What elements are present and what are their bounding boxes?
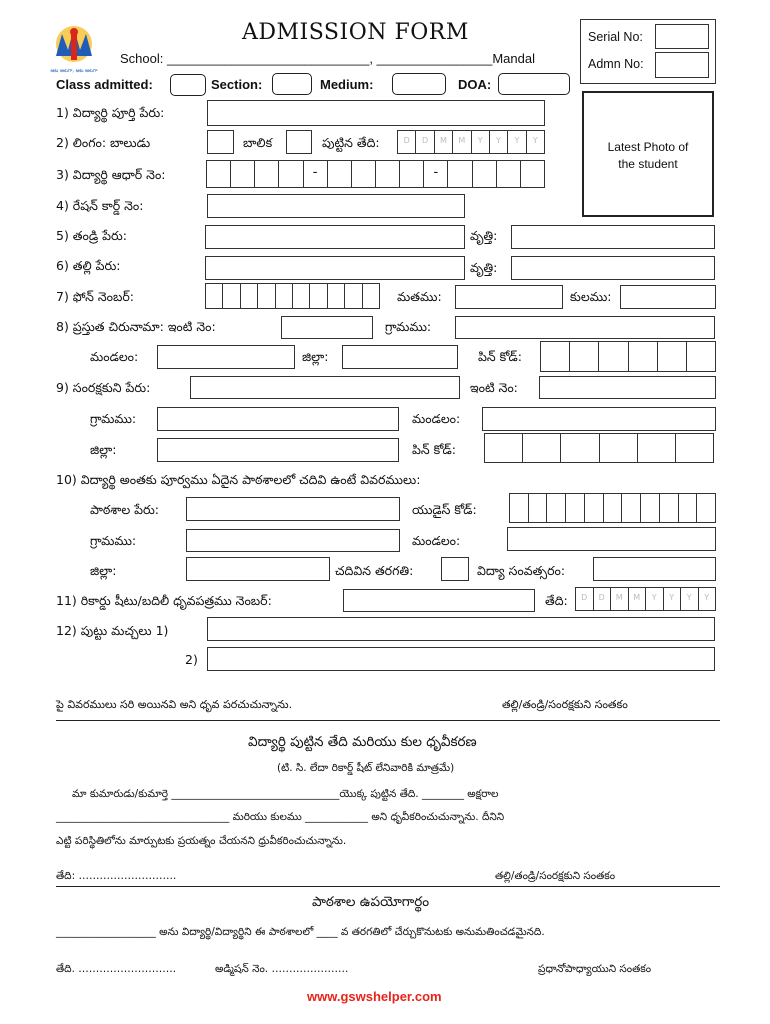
academic-year-label: విద్యా సంవత్సరం: xyxy=(477,563,566,578)
certificate-signature: తల్లి/తండ్రి/సంరక్షకుని సంతకం xyxy=(495,870,616,882)
date-cell[interactable]: D xyxy=(594,588,612,610)
address-pincode-field[interactable] xyxy=(540,341,716,372)
guardian-name-label: 9) సంరక్షకుని పేరు: xyxy=(56,380,151,395)
digit-cell[interactable] xyxy=(676,434,713,462)
digit-cell[interactable] xyxy=(570,342,599,371)
guardian-village-label: గ్రామము: xyxy=(90,411,137,426)
digit-cell[interactable] xyxy=(561,434,599,462)
address-label: 8) ప్రస్తుత చిరునామా: ఇంటి నెం: xyxy=(56,319,216,334)
digit-cell[interactable] xyxy=(258,284,275,308)
identification-mark-2-field[interactable] xyxy=(207,647,715,671)
digit-cell[interactable] xyxy=(641,494,660,522)
father-name-field[interactable] xyxy=(205,225,465,249)
mother-occupation-label: వృత్తి: xyxy=(470,260,498,275)
digit-cell[interactable] xyxy=(345,284,362,308)
udise-label: యుడైస్ కోడ్: xyxy=(412,502,477,517)
address-pincode-label: పిన్ కోడ్: xyxy=(478,349,522,364)
digit-cell[interactable] xyxy=(585,494,604,522)
date-cell[interactable]: Y xyxy=(646,588,664,610)
digit-cell[interactable] xyxy=(473,161,497,187)
doa-field[interactable] xyxy=(498,73,570,95)
digit-cell[interactable] xyxy=(604,494,623,522)
ration-card-field[interactable] xyxy=(207,194,465,218)
digit-cell[interactable]: - xyxy=(304,161,328,187)
udise-field[interactable] xyxy=(509,493,716,523)
certificate-subheading: (టి. సి. లేదా రికార్డ్ షీట్ లేనివారికి మాత్రమే) xyxy=(277,762,455,774)
admn-no-field[interactable] xyxy=(655,52,709,78)
date-cell[interactable]: Y xyxy=(532,136,538,145)
certificate-line-2[interactable]: _________________________________ మరియు కులము ____________ అని ధృవీకరించుచున్నాను. దీనిని xyxy=(56,811,505,823)
tc-date-field[interactable] xyxy=(575,587,716,611)
digit-cell[interactable] xyxy=(231,161,255,187)
date-cell[interactable]: Y xyxy=(681,588,699,610)
guardian-house-no-field[interactable] xyxy=(539,376,716,399)
gender-label: 2) లింగం: బాలుడు xyxy=(56,135,151,150)
section-field[interactable] xyxy=(272,73,312,95)
guardian-village-field[interactable] xyxy=(157,407,399,431)
address-district-label: జిల్లా: xyxy=(302,349,329,364)
guardian-name-field[interactable] xyxy=(190,376,460,399)
father-occupation-field[interactable] xyxy=(511,225,715,249)
previous-mandal-field[interactable] xyxy=(507,527,716,551)
serial-no-label: Serial No: xyxy=(588,30,643,44)
tc-date-label: తేది: xyxy=(545,593,568,608)
digit-cell[interactable] xyxy=(310,284,327,308)
class-studied-field[interactable] xyxy=(441,557,469,581)
office-permission-line[interactable]: ___________________ అను విద్యార్థి/విద్యార్థిని ఈ పాఠశాలలో ____ వ తరగతిలో చేర్చుకొనుటకు అనుమతించడమైనది. xyxy=(56,926,545,938)
digit-cell[interactable] xyxy=(241,284,258,308)
date-cell[interactable]: M xyxy=(611,588,629,610)
class-admitted-label: Class admitted: xyxy=(56,77,153,92)
address-village-label: గ్రామము: xyxy=(385,319,432,334)
digit-cell[interactable] xyxy=(660,494,679,522)
office-use-heading: పాఠశాల ఉపయోగార్థం xyxy=(312,894,430,910)
address-house-no-field[interactable] xyxy=(281,316,373,339)
medium-field[interactable] xyxy=(392,73,446,95)
phone-label: 7) ఫోన్ నెంబర్: xyxy=(56,289,134,304)
student-photo-box[interactable] xyxy=(582,91,714,217)
digit-cell[interactable] xyxy=(255,161,279,187)
digit-cell[interactable] xyxy=(523,434,561,462)
date-cell[interactable]: D xyxy=(398,131,416,153)
student-name-field[interactable] xyxy=(207,100,545,126)
form-title: ADMISSION FORM xyxy=(242,20,469,45)
digit-cell[interactable] xyxy=(629,342,658,371)
aadhaar-field[interactable] xyxy=(206,160,545,188)
date-cell[interactable]: Y xyxy=(472,131,490,153)
date-cell[interactable]: D xyxy=(416,131,434,153)
religion-label: మతము: xyxy=(397,289,442,304)
class-studied-label: చదివిన తరగతి: xyxy=(335,563,414,578)
date-cell[interactable]: M xyxy=(453,131,471,153)
caste-label: కులము: xyxy=(570,289,612,304)
guardian-house-no-label: ఇంటి నెం: xyxy=(470,380,518,395)
previous-school-heading: 10) విద్యార్థి అంతకు పూర్వము ఏదైన పాఠశాలలో చదివి ఉంటే వివరములు: xyxy=(56,472,421,487)
digit-cell[interactable] xyxy=(485,434,523,462)
digit-cell[interactable] xyxy=(510,494,529,522)
tc-number-field[interactable] xyxy=(343,589,535,612)
digit-cell[interactable] xyxy=(547,494,566,522)
dob-label: పుట్టిన తేది: xyxy=(322,135,380,150)
digit-cell[interactable] xyxy=(658,342,687,371)
digit-cell[interactable] xyxy=(599,342,628,371)
digit-cell[interactable] xyxy=(679,494,698,522)
digit-cell[interactable] xyxy=(279,161,303,187)
photo-label: Latest Photo of the student xyxy=(607,140,689,171)
declaration-text: పై వివరములు సరి అయినవి అని ధృవ పరచుచున్నాను. xyxy=(56,698,293,711)
logo-caption: ఆట ఆటగా, ఆట ఆటగా xyxy=(50,68,98,74)
digit-cell[interactable] xyxy=(293,284,310,308)
admn-no-label: Admn No: xyxy=(588,57,644,71)
guardian-pincode-label: పిన్ కోడ్: xyxy=(412,442,456,457)
digit-cell[interactable] xyxy=(497,161,521,187)
digit-cell[interactable] xyxy=(600,434,638,462)
previous-school-name-field[interactable] xyxy=(186,497,400,521)
phone-field[interactable] xyxy=(205,283,380,309)
previous-mandal-label: మండలం: xyxy=(412,533,461,548)
religion-field[interactable] xyxy=(455,285,563,309)
dob-field[interactable] xyxy=(397,130,545,154)
school-logo xyxy=(46,20,102,76)
guardian-mandal-label: మండలం: xyxy=(412,411,461,426)
guardian-district-label: జిల్లా: xyxy=(90,442,117,457)
father-name-label: 5) తండ్రి పేరు: xyxy=(56,228,127,243)
academic-year-field[interactable] xyxy=(593,557,716,581)
divider xyxy=(56,886,720,887)
mother-name-label: 6) తల్లి పేరు: xyxy=(56,258,121,273)
address-district-field[interactable] xyxy=(342,345,458,369)
digit-cell[interactable] xyxy=(566,494,585,522)
previous-village-field[interactable] xyxy=(186,529,400,552)
gender-girl-checkbox[interactable] xyxy=(286,130,312,154)
digit-cell[interactable] xyxy=(687,342,715,371)
digit-cell[interactable] xyxy=(521,161,544,187)
guardian-pincode-field[interactable] xyxy=(484,433,714,463)
date-cell[interactable]: Y xyxy=(664,588,682,610)
previous-village-label: గ్రామము: xyxy=(90,533,137,548)
digit-cell[interactable] xyxy=(352,161,376,187)
digit-cell[interactable] xyxy=(697,494,715,522)
digit-cell[interactable] xyxy=(328,284,345,308)
mother-occupation-field[interactable] xyxy=(511,256,715,280)
date-cell[interactable]: D xyxy=(576,588,594,610)
footer-url[interactable]: www.gswshelper.com xyxy=(307,989,442,1004)
digit-cell[interactable] xyxy=(206,284,223,308)
digit-cell[interactable] xyxy=(638,434,676,462)
identification-mark-1-field[interactable] xyxy=(207,617,715,641)
certificate-line-3: ఎట్టి పరిస్థితిలోను మార్పుటకు ప్రయత్నం చేయనని ధ్రువీకరించుచున్నాను. xyxy=(56,835,347,847)
mother-name-field[interactable] xyxy=(205,256,465,280)
identification-marks-label: 12) పుట్టు మచ్చలు 1) xyxy=(56,623,169,638)
digit-cell[interactable] xyxy=(622,494,641,522)
office-admission-no[interactable]: అడ్మిషన్ నెం. …………………. xyxy=(215,963,349,975)
tc-number-label: 11) రికార్డు షీటు/బదిలీ ధృవపత్రము నెంబర్: xyxy=(56,593,272,608)
digit-cell[interactable] xyxy=(448,161,472,187)
address-mandal-field[interactable] xyxy=(157,345,295,369)
caste-field[interactable] xyxy=(620,285,716,309)
digit-cell[interactable]: - xyxy=(424,161,448,187)
section-label: Section: xyxy=(211,77,263,92)
previous-school-name-label: పాఠశాల పేరు: xyxy=(90,502,159,517)
aadhaar-label: 3) విద్యార్థి ఆధార్ నెం: xyxy=(56,167,166,182)
digit-cell[interactable] xyxy=(541,342,570,371)
divider xyxy=(56,720,720,721)
father-occupation-label: వృత్తి: xyxy=(470,228,498,243)
date-cell[interactable]: M xyxy=(435,131,453,153)
office-date[interactable]: తేది. ………………………. xyxy=(56,963,177,975)
address-village-field[interactable] xyxy=(455,316,715,339)
digit-cell[interactable] xyxy=(223,284,240,308)
school-mandal-line[interactable]: School: ____________________________, ________________Mandal xyxy=(120,51,535,66)
medium-label: Medium: xyxy=(320,77,374,92)
digit-cell[interactable] xyxy=(363,284,379,308)
ration-card-label: 4) రేషన్ కార్డ్ నెం: xyxy=(56,198,144,213)
student-name-label: 1) విద్యార్థి పూర్తి పేరు: xyxy=(56,105,165,120)
serial-no-field[interactable] xyxy=(655,24,709,49)
date-cell[interactable]: Y xyxy=(490,131,508,153)
class-admitted-field[interactable] xyxy=(170,74,206,96)
digit-cell[interactable] xyxy=(400,161,424,187)
date-cell[interactable]: M xyxy=(629,588,647,610)
declaration-signature: తల్లి/తండ్రి/సంరక్షకుని సంతకం xyxy=(502,698,628,711)
digit-cell[interactable] xyxy=(529,494,548,522)
guardian-district-field[interactable] xyxy=(157,438,399,462)
digit-cell[interactable] xyxy=(328,161,352,187)
certificate-heading: విద్యార్థి పుట్టిన తేది మరియు కుల ధృవీకరణ xyxy=(248,734,477,750)
address-mandal-label: మండలం: xyxy=(90,349,139,364)
certificate-date[interactable]: తేది: ………………………. xyxy=(56,870,177,882)
date-cell[interactable]: Y xyxy=(704,593,710,602)
gender-boy-checkbox[interactable] xyxy=(207,130,234,154)
digit-cell[interactable] xyxy=(376,161,400,187)
gender-girl-label: బాలిక xyxy=(243,135,273,150)
digit-cell[interactable] xyxy=(207,161,231,187)
certificate-line-1[interactable]: మా కుమారుడు/కుమార్తె ________________________________యొక్క పుట్టిన తేది. ________ అక్షరాల xyxy=(72,788,499,800)
date-cell[interactable]: Y xyxy=(508,131,526,153)
digit-cell[interactable] xyxy=(276,284,293,308)
headmaster-signature: ప్రధానోపాధ్యాయుని సంతకం xyxy=(538,963,652,975)
guardian-mandal-field[interactable] xyxy=(482,407,716,431)
identification-mark-2-label: 2) xyxy=(185,652,198,667)
previous-district-label: జిల్లా: xyxy=(90,563,117,578)
doa-label: DOA: xyxy=(458,77,492,92)
previous-district-field[interactable] xyxy=(186,557,330,581)
